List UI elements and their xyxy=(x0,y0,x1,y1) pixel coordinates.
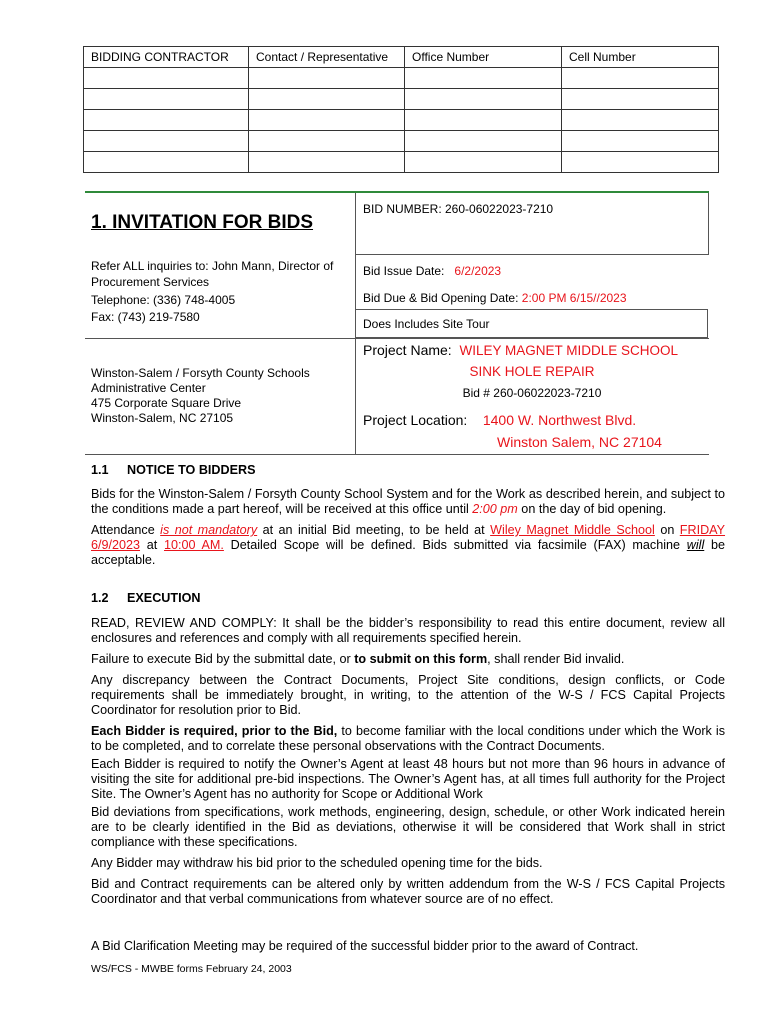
contractor-table-header xyxy=(84,47,719,68)
project-name xyxy=(363,342,678,358)
table-cell[interactable] xyxy=(84,110,249,131)
refer-line: Refer ALL inquiries to: John Mann, Director of xyxy=(91,259,334,273)
table-cell[interactable] xyxy=(249,68,405,89)
table-cell[interactable] xyxy=(84,68,249,89)
bid-number: BID NUMBER: 260-06022023-7210 xyxy=(363,202,554,216)
project-name-value: SINK HOLE REPAIR xyxy=(469,364,595,379)
column-header: Office Number xyxy=(405,47,562,68)
section-heading xyxy=(91,591,200,605)
address-block xyxy=(91,366,310,426)
table-cell[interactable] xyxy=(405,68,562,89)
issue-label: Bid Issue Date: xyxy=(363,264,445,278)
issue-date: 6/2/2023 xyxy=(454,264,502,278)
section-divider xyxy=(85,191,709,193)
project-location-value: Winston Salem, NC 27104 xyxy=(497,434,662,450)
inquiry-info xyxy=(91,258,351,325)
title-text: 1. INVITATION FOR BIDS xyxy=(91,212,314,233)
paragraph: Any discrepancy between the Contract Documents, Project Site conditions, design conflicts, or Code requirements shall be immediately brought, in writing, to the attention of the W-S / FCS Capital Projects Coordinator for resolution prior to Bid. xyxy=(91,673,725,717)
telephone: Telephone: (336) 748-4005 xyxy=(91,293,236,307)
due-date-line xyxy=(363,290,627,306)
column-header: Contact / Representative xyxy=(249,47,405,68)
paragraph: Bids for the Winston-Salem / Forsyth County School System and for the Work as described herein, and subject to the conditions made a part hereof, will be received at this office until 2:00 pm on the day of bid opening. xyxy=(91,487,725,516)
fax: Fax: (743) 219-7580 xyxy=(91,310,200,324)
execution xyxy=(91,616,725,913)
table-cell[interactable] xyxy=(562,152,719,173)
table-cell[interactable] xyxy=(562,110,719,131)
paragraph: Attendance is not mandatory at an initial Bid meeting, to be held at Wiley Magnet Middle School on FRIDAY 6/9/2023 at 10:00 AM. Detailed Scope will be defined. Bids submitted via facsimile (FAX) machine will be acceptable. xyxy=(91,523,726,567)
issue-date-line xyxy=(363,263,501,279)
table-cell[interactable] xyxy=(249,131,405,152)
table-cell[interactable] xyxy=(405,152,562,173)
table-row xyxy=(84,68,719,89)
table-cell[interactable] xyxy=(84,152,249,173)
paragraph: READ, REVIEW AND COMPLY: It shall be the bidder’s responsibility to read this entire document, review all enclosures and references and comply with all requirements specified herein. xyxy=(91,616,725,645)
address-line: Administrative Center xyxy=(91,381,206,395)
row-divider xyxy=(85,454,709,455)
address-line: 475 Corporate Square Drive xyxy=(91,396,242,410)
row-divider xyxy=(355,254,709,255)
project-location-value: 1400 W. Northwest Blvd. xyxy=(482,412,637,428)
deadline-time: 2:00 pm xyxy=(472,502,518,516)
paragraph: Bid and Contract requirements can be altered only by written addendum from the W-S / FCS Capital Projects Coordinator and that verbal communications from whatever source are of no effect. xyxy=(91,877,725,906)
paragraph: Each Bidder is required, prior to the Bid, to become familiar with the local conditions under which the Work is to be completed, and to correlate these personal observations with the Contract Documents. xyxy=(91,724,725,753)
column-header: BIDDING CONTRACTOR xyxy=(84,47,249,68)
meeting-place: Wiley Magnet Middle School xyxy=(490,523,655,537)
table-cell[interactable] xyxy=(249,89,405,110)
project-location xyxy=(363,412,636,428)
table-row xyxy=(84,131,719,152)
column-divider xyxy=(708,193,709,255)
clarification-note: A Bid Clarification Meeting may be required of the successful bidder prior to the award of Contract. xyxy=(91,939,639,953)
site-tour: Does Includes Site Tour xyxy=(363,317,490,331)
table-row xyxy=(84,110,719,131)
project-name-label: Project Name: xyxy=(363,342,452,358)
column-header: Cell Number xyxy=(562,47,719,68)
project-bid-number: Bid # 260-06022023-7210 xyxy=(462,386,602,400)
table-cell[interactable] xyxy=(562,68,719,89)
address-line: Winston-Salem / Forsyth County Schools xyxy=(91,366,310,380)
table-cell[interactable] xyxy=(249,152,405,173)
meeting-date: FRIDAY 6/9/2023 xyxy=(91,523,726,552)
paragraph: Each Bidder is required to notify the Owner’s Agent at least 48 hours but not more than 96 hours in advance of visiting the site for additional pre-bid inspections. The Owner’s Agent has, at all times full authority for the Project Site. The Owner’s Agent has no authority for Scope or Additional Work xyxy=(91,757,725,801)
table-cell[interactable] xyxy=(84,89,249,110)
refer-line: Procurement Services xyxy=(91,275,210,289)
section-heading xyxy=(91,463,256,477)
due-date: 2:00 PM 6/15//2023 xyxy=(521,291,627,305)
table-cell[interactable] xyxy=(84,131,249,152)
notice-to-bidders xyxy=(91,487,725,574)
section-number: 1.2 xyxy=(91,591,109,605)
page-title xyxy=(91,212,313,234)
section-number: 1.1 xyxy=(91,463,109,477)
project-name-value: WILEY MAGNET MIDDLE SCHOOL xyxy=(459,343,679,358)
due-label: Bid Due & Bid Opening Date: xyxy=(363,291,519,305)
project-location-label: Project Location: xyxy=(363,412,468,428)
table-cell[interactable] xyxy=(249,110,405,131)
table-cell[interactable] xyxy=(562,89,719,110)
address-line: Winston-Salem, NC 27105 xyxy=(91,411,234,425)
section-title: EXECUTION xyxy=(127,591,201,605)
contractor-table xyxy=(83,46,719,173)
table-cell[interactable] xyxy=(405,131,562,152)
paragraph: Bid deviations from specifications, work methods, engineering, design, schedule, or other Work indicated herein are to be clearly identified in the Bid as deviations, otherwise it will be considered that Work shall in strict compliance with these specifications. xyxy=(91,805,725,849)
meeting-time: 10:00 AM. xyxy=(163,538,224,552)
paragraph: Failure to execute Bid by the submittal date, or to submit on this form, shall render Bid invalid. xyxy=(91,652,625,666)
paragraph: Any Bidder may withdraw his bid prior to the scheduled opening time for the bids. xyxy=(91,856,543,870)
table-cell[interactable] xyxy=(405,110,562,131)
table-cell[interactable] xyxy=(562,131,719,152)
mandatory-note: is not mandatory xyxy=(160,523,258,537)
table-cell[interactable] xyxy=(405,89,562,110)
page-footer: WS/FCS - MWBE forms February 24, 2003 xyxy=(91,963,292,975)
section-title: NOTICE TO BIDDERS xyxy=(127,463,256,477)
row-divider xyxy=(85,338,709,339)
table-row xyxy=(84,152,719,173)
table-row xyxy=(84,89,719,110)
